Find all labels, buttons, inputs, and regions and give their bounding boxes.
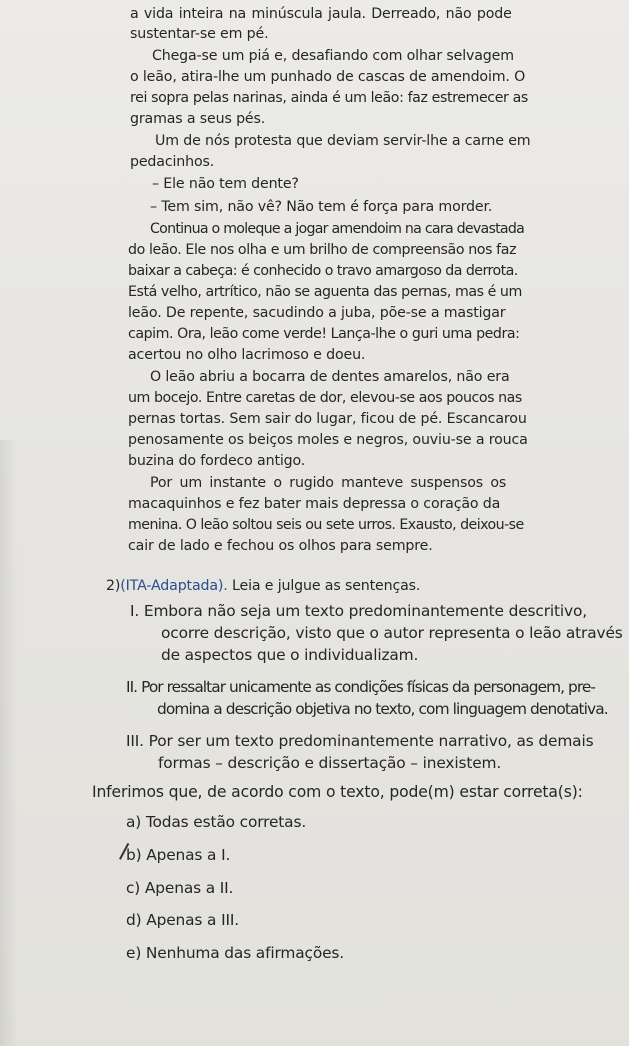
story-line: penosamente os beiços moles e negros, ouviu-se a rouca [128, 432, 528, 448]
story-line: a vida inteira na minúscula jaula. Derreado, não pode [130, 6, 512, 22]
story-line: Está velho, artrítico, não se aguenta das pernas, mas é um [128, 284, 522, 300]
story-line: capim. Ora, leão come verde! Lança-lhe o guri uma pedra: [128, 326, 520, 342]
story-line: leão. De repente, sacudindo a juba, põe-se a mastigar [128, 305, 506, 321]
statement-line: domina a descrição objetiva no texto, com linguagem denotativa. [157, 700, 608, 718]
question-source: (ITA-Adaptada). [120, 578, 228, 594]
statement-line: ocorre descrição, visto que o autor representa o leão através [161, 624, 623, 642]
story-line: – Tem sim, não vê? Não tem é força para morder. [150, 199, 493, 215]
option-letter: e) [126, 944, 142, 962]
story-line: Continua o moleque a jogar amendoim na cara devastada [150, 221, 525, 237]
option-letter: c) [126, 879, 141, 897]
story-line: gramas a seus pés. [130, 111, 266, 127]
story-line: acertou no olho lacrimoso e doeu. [128, 347, 366, 363]
option-a[interactable] [126, 812, 306, 832]
option-text: Apenas a II. [140, 879, 234, 897]
story-line: pedacinhos. [130, 154, 215, 170]
story-line: Um de nós protesta que deviam servir-lhe a carne em [155, 133, 531, 149]
option-letter: d) [126, 911, 142, 929]
story-line: pernas tortas. Sem sair do lugar, ficou de pé. Escancarou [128, 411, 527, 427]
option-text: Apenas a III. [141, 911, 239, 929]
statement-line: formas – descrição e dissertação – inexistem. [158, 754, 502, 772]
story-line: O leão abriu a bocarra de dentes amarelos, não era [150, 369, 510, 385]
story-line: cair de lado e fechou os olhos para sempre. [128, 538, 433, 554]
option-text: Nenhuma das afirmações. [141, 944, 345, 962]
page-fold-shadow [0, 440, 18, 1046]
story-line: baixar a cabeça: é conhecido o travo amargoso da derrota. [128, 263, 518, 279]
question-number: 2) [106, 578, 121, 594]
option-letter-marked: b) [126, 846, 142, 864]
statement-line: de aspectos que o individualizam. [161, 646, 419, 664]
option-letter: a) [126, 813, 142, 831]
option-e[interactable] [126, 943, 344, 963]
statement-line: II. Por ressaltar unicamente as condições físicas da personagem, pre- [126, 678, 596, 696]
story-line: macaquinhos e fez bater mais depressa o coração da [128, 496, 501, 512]
story-line: menina. O leão soltou seis ou sete urros. Exausto, deixou-se [128, 517, 524, 533]
story-line: sustentar-se em pé. [130, 26, 269, 42]
story-line: buzina do fordeco antigo. [128, 453, 306, 469]
question-prompt: Leia e julgue as sentenças. [227, 578, 421, 594]
story-line: – Ele não tem dente? [152, 176, 299, 192]
story-line: rei sopra pelas narinas, ainda é um leão: faz estremecer as [130, 90, 528, 106]
statement-line: III. Por ser um texto predominantemente narrativo, as demais [126, 732, 594, 750]
option-text: Apenas a I. [141, 846, 231, 864]
question-header [106, 576, 420, 596]
story-line: Chega-se um piá e, desafiando com olhar selvagem [152, 48, 514, 64]
story-line: Por um instante o rugido manteve suspensos os [150, 475, 507, 491]
option-text: Todas estão corretas. [141, 813, 307, 831]
story-line: um bocejo. Entre caretas de dor, elevou-se aos poucos nas [128, 390, 522, 406]
question-instruction: Inferimos que, de acordo com o texto, pode(m) estar correta(s): [92, 783, 583, 801]
option-b[interactable] [126, 845, 230, 865]
option-d[interactable] [126, 910, 239, 930]
story-line: o leão, atira-lhe um punhado de cascas de amendoim. O [130, 69, 526, 85]
story-line: do leão. Ele nos olha e um brilho de compreensão nos faz [128, 242, 517, 258]
option-c[interactable] [126, 878, 233, 898]
statement-line: I. Embora não seja um texto predominantemente descritivo, [130, 602, 588, 620]
